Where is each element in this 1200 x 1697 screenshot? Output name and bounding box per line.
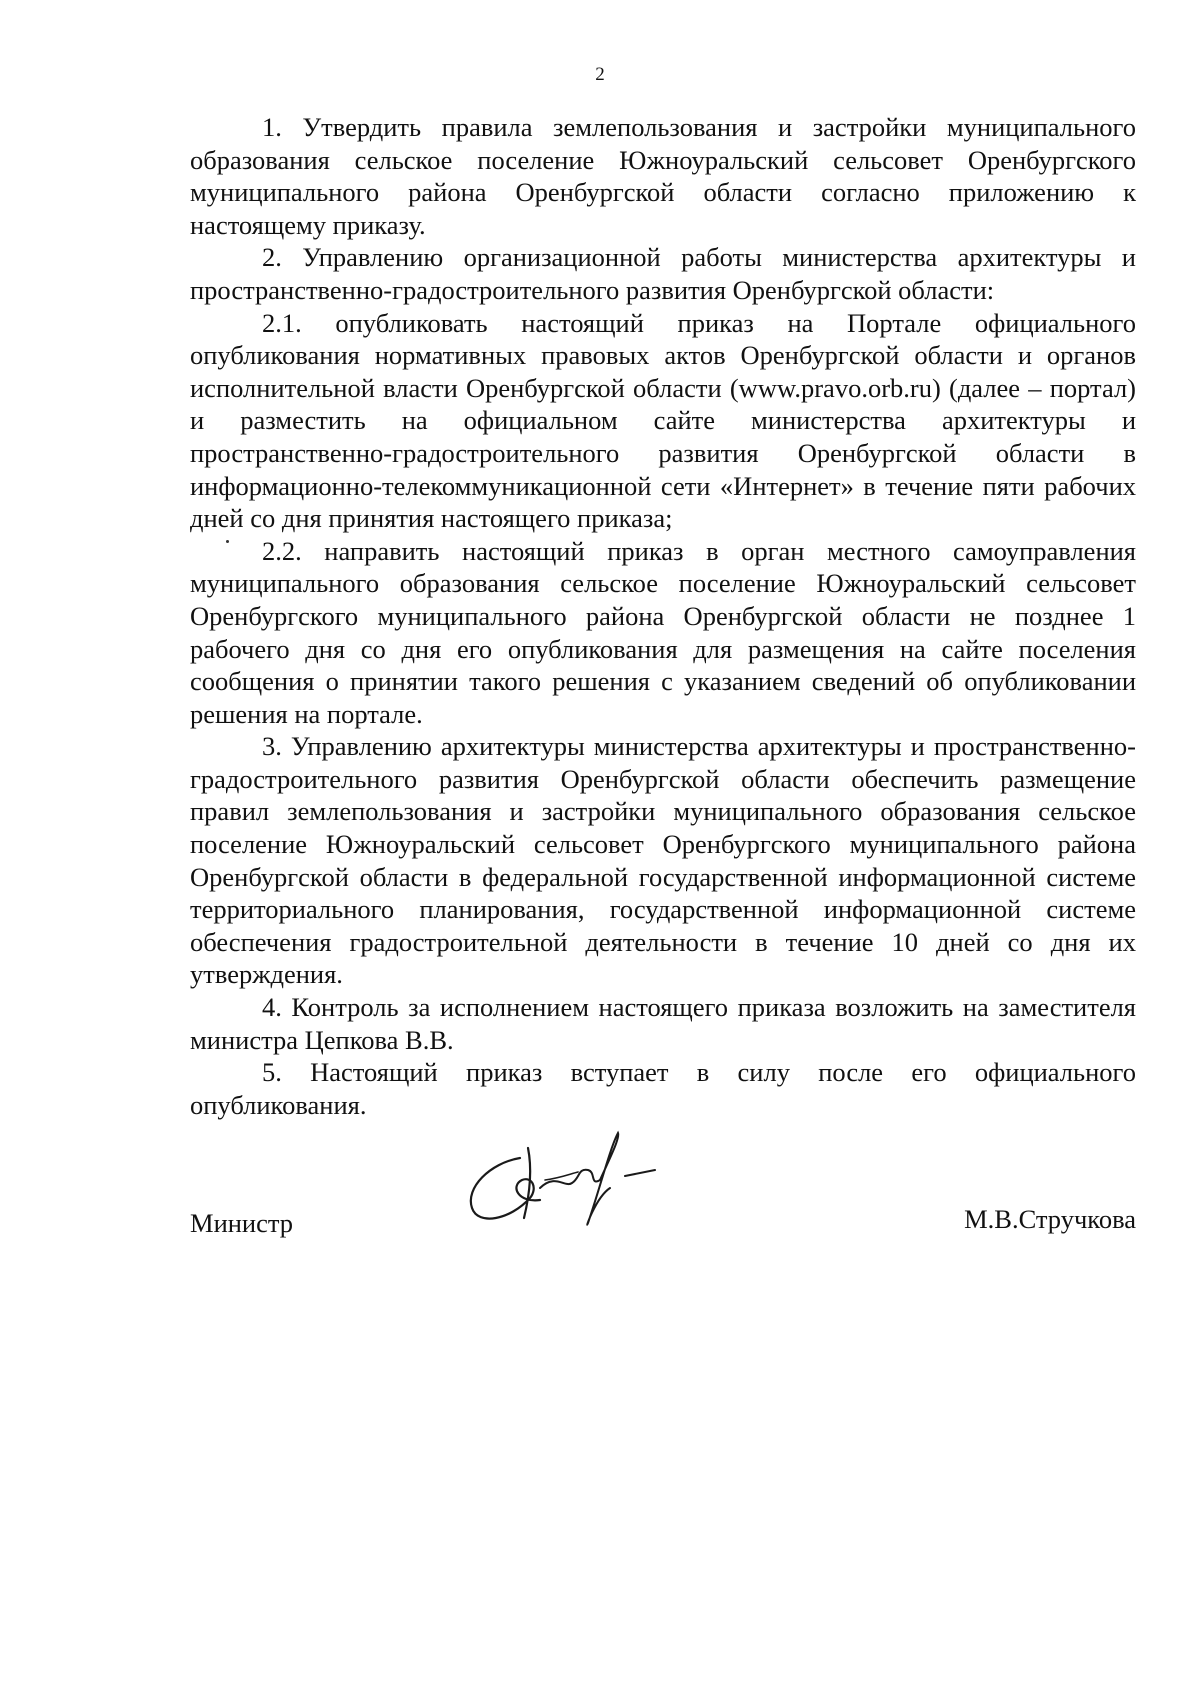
signer-name: М.В.Стручкова — [964, 1204, 1136, 1234]
signer-role: Министр — [190, 1208, 294, 1238]
paragraph-5: 5. Настоящий приказ вступает в силу после его официального опубликования. — [190, 1057, 1136, 1120]
paragraph-4: 4. Контроль за исполнением настоящего приказа возложить на заместителя министра Цепкова В.В. — [190, 992, 1136, 1055]
paragraph-1: 1. Утвердить правила землепользования и застройки муниципального образования сельское поселение Южноуральский сельсовет Оренбургского муниципального района Оренбургской области согласно приложению к настоящему приказу. — [190, 112, 1136, 240]
page-number: 2 — [595, 64, 605, 85]
paragraph-2-2: 2.2. направить настоящий приказ в орган местного самоуправления муниципального образования сельское поселение Южноуральский сельсовет Оренбургского муниципального района Оренбургской области не позднее 1 рабочего дня со дня его опубликования для размещения на сайте поселения сообщения о принятии такого решения с указанием сведений об опубликовании решения на портале. — [190, 535, 1136, 729]
document-body — [190, 111, 1136, 1121]
paragraph-2: 2. Управлению организационной работы министерства архитектуры и пространственно-градостроительного развития Оренбургской области: — [190, 242, 1136, 305]
paragraph-3: 3. Управлению архитектуры министерства архитектуры и пространственно-градостроительного развития Оренбургской области обеспечить размещение правил землепользования и застройки муниципального образования сельское поселение Южноуральский сельсовет Оренбургского муниципального района Оренбургской области в федеральной государственной информационной системе территориального планирования, государственной информационной системе обеспечения градостроительной деятельности в течение 10 дней со дня их утверждения. — [190, 731, 1136, 990]
signature-block — [190, 1140, 1136, 1240]
handwritten-signature — [460, 1128, 680, 1238]
paragraph-2-1: 2.1. опубликовать настоящий приказ на Портале официального опубликования нормативных правовых актов Оренбургской области и органов исполнительной власти Оренбургской области (www.pravo.orb.ru) (далее – портал) и разместить на официальном сайте министерства архитектуры и пространственно-градостроительного развития Оренбургской области в информационно-телекоммуникационной сети «Интернет» в течение пяти рабочих дней со дня принятия настоящего приказа; — [190, 307, 1136, 534]
